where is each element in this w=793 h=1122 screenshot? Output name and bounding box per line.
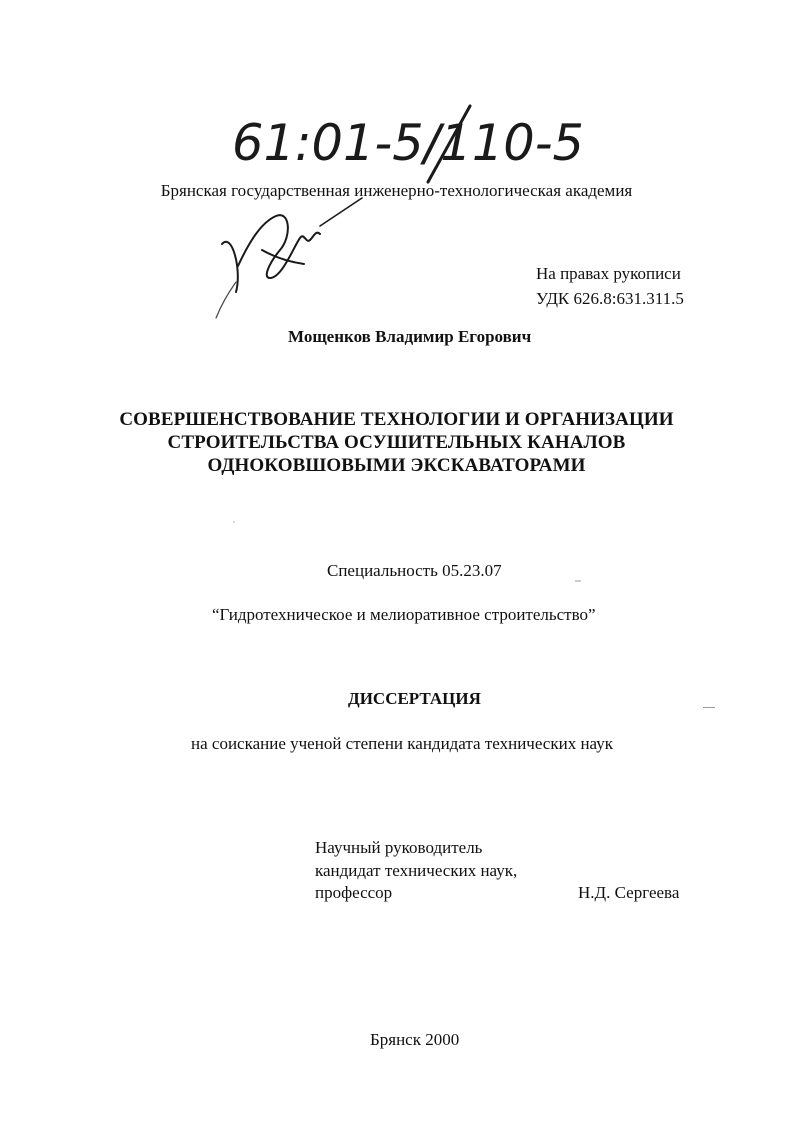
specialty-code: Специальность 05.23.07 (327, 561, 502, 580)
scan-speck (575, 580, 581, 582)
manuscript-rights-note: На правах рукописи (536, 264, 681, 283)
work-type-heading: ДИССЕРТАЦИЯ (348, 689, 481, 708)
specialty-name: “Гидротехническое и мелиоративное строительство” (212, 605, 596, 624)
institution-name: Брянская государственная инженерно-технологическая академия (160, 181, 633, 200)
title-line: СОВЕРШЕНСТВОВАНИЕ ТЕХНОЛОГИИ И ОРГАНИЗАЦИИ (119, 409, 674, 430)
degree-purpose: на соискание ученой степени кандидата технических наук (191, 734, 614, 753)
place-and-year: Брянск 2000 (370, 1030, 460, 1049)
supervisor-rank: профессор (315, 883, 393, 902)
scan-speck (703, 707, 715, 708)
supervisor-name: Н.Д. Сергеева (578, 883, 680, 902)
title-line: СТРОИТЕЛЬСТВА ОСУШИТЕЛЬНЫХ КАНАЛОВ (167, 432, 626, 453)
signature-scribble (222, 215, 320, 292)
catalog-number-stamp: 61:01-5/110-5 (232, 114, 584, 172)
scan-speck (233, 521, 235, 523)
supervisor-degree: кандидат технических наук, (315, 861, 518, 880)
supervisor-role: Научный руководитель (315, 838, 483, 857)
signature-long-stroke (320, 198, 362, 226)
title-line: ОДНОКОВШОВЫМИ ЭКСКАВАТОРАМИ (207, 455, 586, 476)
margin-pencil-stroke (216, 282, 236, 318)
author-name: Мощенков Владимир Егорович (288, 327, 532, 346)
udc-code: УДК 626.8:631.311.5 (536, 289, 684, 308)
